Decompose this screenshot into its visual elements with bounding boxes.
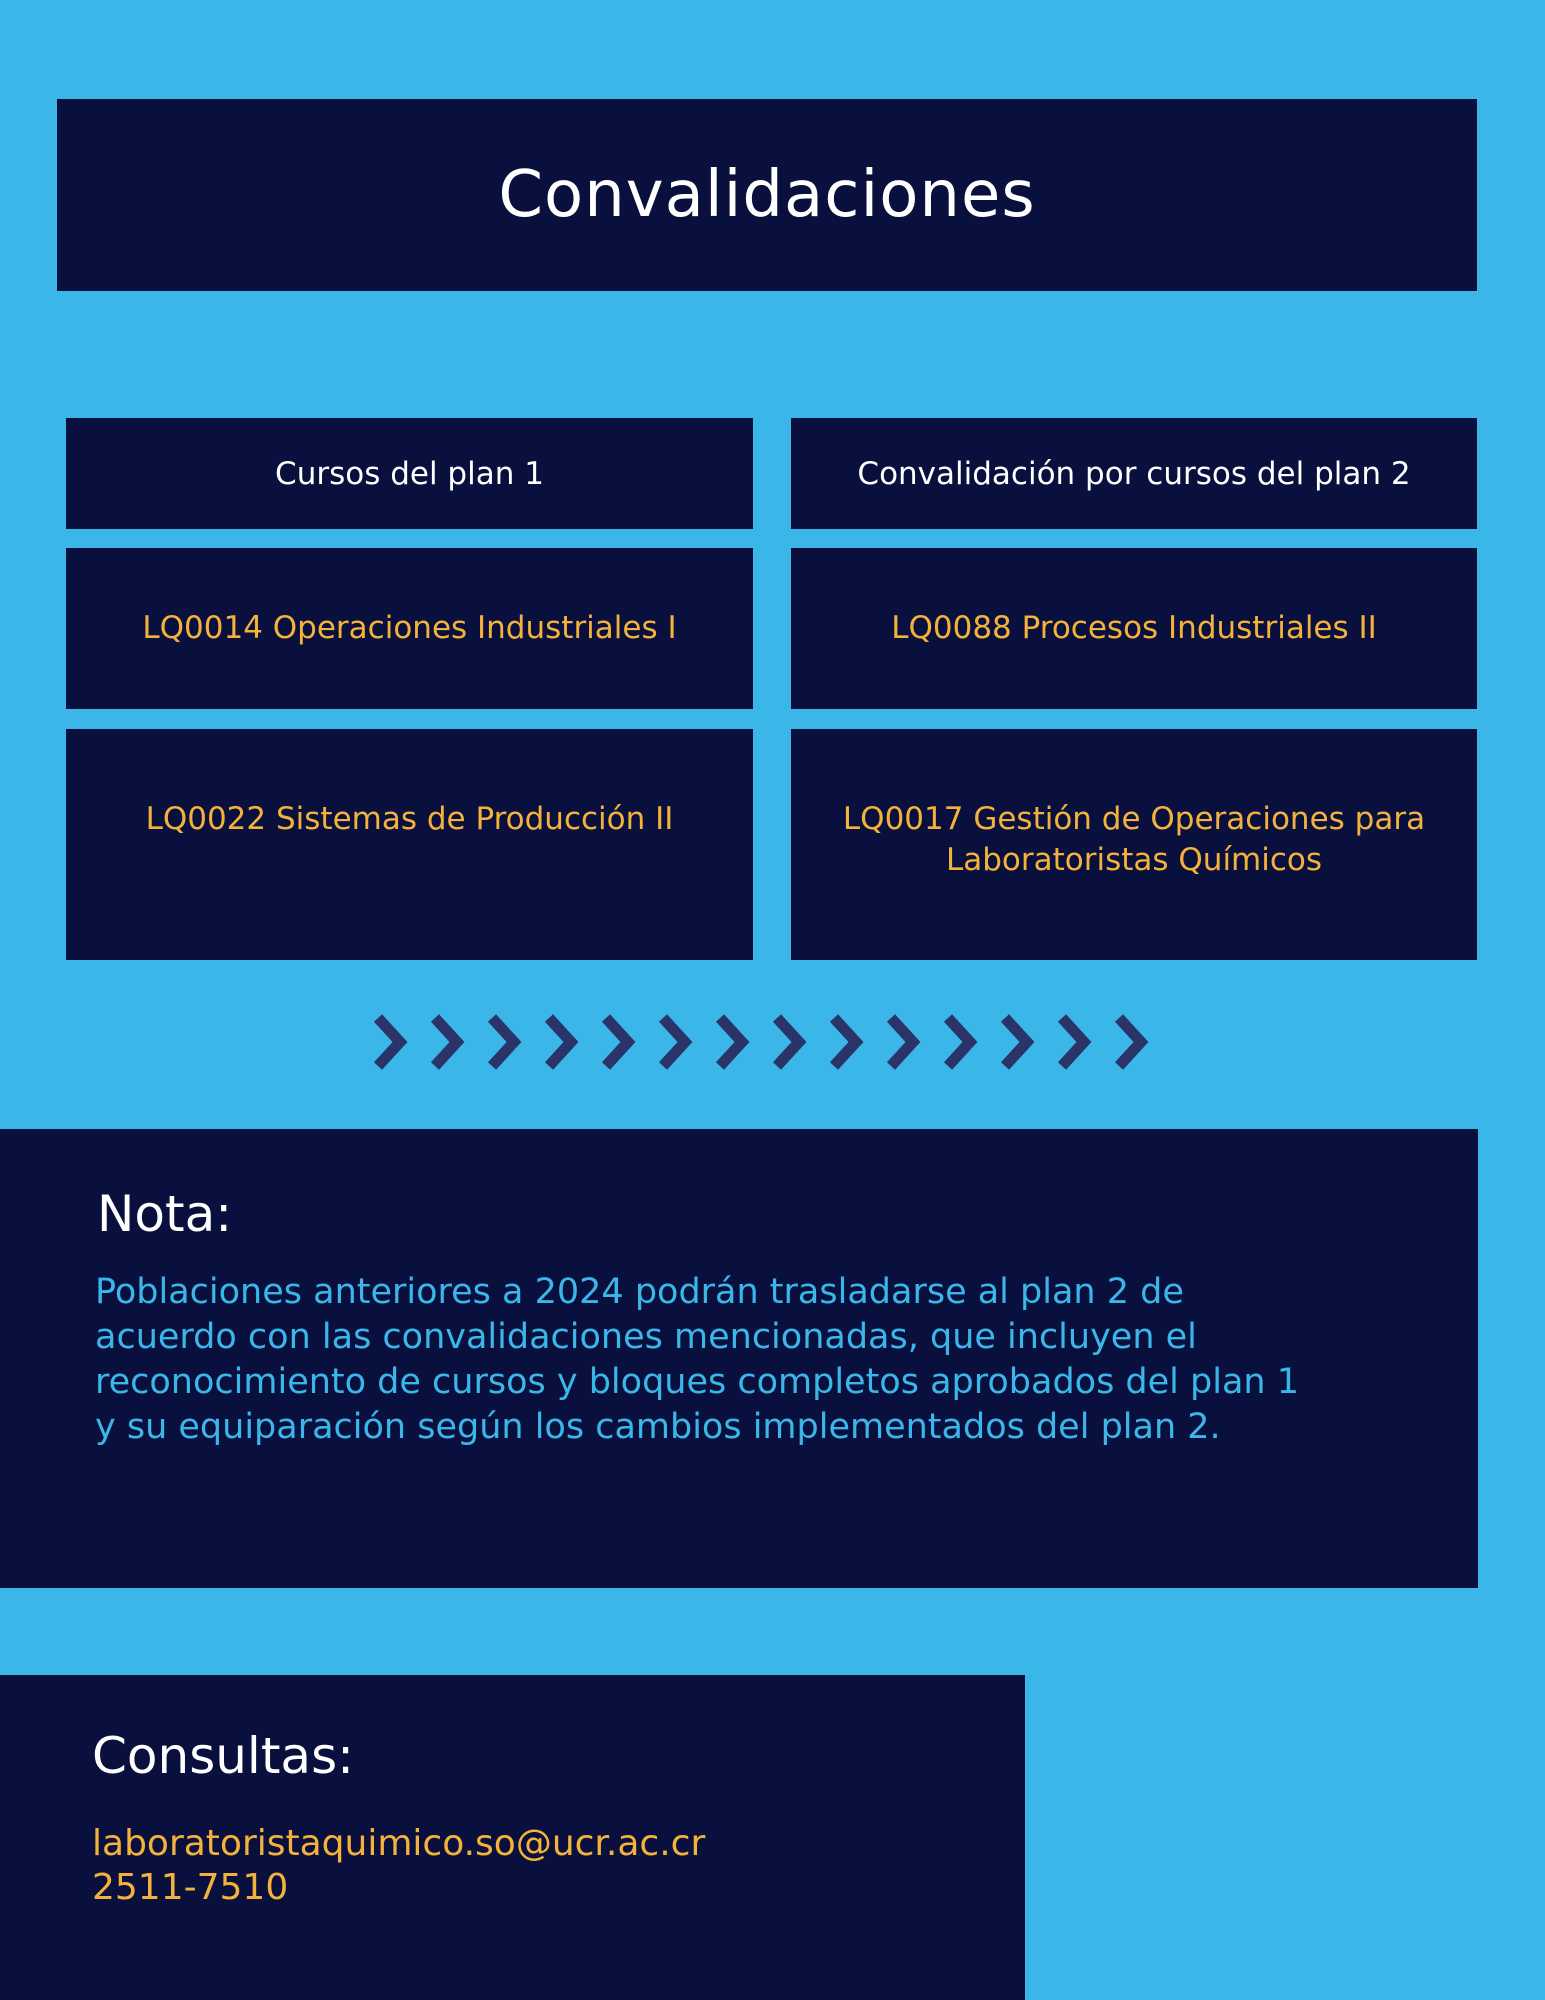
- course-lq0014: LQ0014 Operaciones Industriales I: [142, 610, 677, 646]
- consultas-title: Consultas:: [92, 1727, 354, 1785]
- chevron-right-icon: [378, 1018, 400, 1066]
- nota-text: Poblaciones anteriores a 2024 podrán trasladarse al plan 2 de acuerdo con las convalidaciones mencionadas, que incluyen el reconocimiento de cursos y bloques completos aprobados del plan 1 y su equiparación según los cambios implementados del plan 2.: [95, 1272, 1299, 1447]
- contact-email[interactable]: laboratoristaquimico.so@ucr.ac.cr: [92, 1823, 706, 1864]
- chevron-right-icon: [606, 1018, 628, 1066]
- header-plan-2: [791, 418, 1477, 529]
- header-plan-1: [66, 418, 753, 529]
- header-plan-2-label: Convalidación por cursos del plan 2: [857, 455, 1411, 492]
- page-title: Convalidaciones: [498, 158, 1036, 232]
- course-lq0088: LQ0088 Procesos Industriales II: [891, 610, 1377, 646]
- nota-title: Nota:: [97, 1185, 233, 1243]
- chevron-right-icon: [834, 1018, 856, 1066]
- title-banner: [57, 99, 1477, 291]
- chevron-right-icon: [891, 1018, 913, 1066]
- chevron-right-icon: [435, 1018, 457, 1066]
- chevron-right-icon: [948, 1018, 970, 1066]
- chevron-right-icon: [492, 1018, 514, 1066]
- header-plan-1-label: Cursos del plan 1: [275, 455, 544, 492]
- chevron-right-icon: [1062, 1018, 1084, 1066]
- chevron-right-icon: [549, 1018, 571, 1066]
- chevron-right-icon: [720, 1018, 742, 1066]
- chevron-right-icon: [1005, 1018, 1027, 1066]
- table-cell-plan2-row1: [791, 548, 1477, 709]
- chevron-right-icon: [777, 1018, 799, 1066]
- table-cell-plan2-row2: [791, 729, 1477, 960]
- chevron-right-icon: [663, 1018, 685, 1066]
- course-lq0017: LQ0017 Gestión de Operaciones para Laboratoristas Químicos: [842, 801, 1426, 878]
- course-lq0022: LQ0022 Sistemas de Producción II: [145, 801, 674, 837]
- chevron-arrows-row: [370, 1010, 1170, 1075]
- table-cell-plan1-row1: [66, 548, 753, 709]
- chevron-right-icon: [1119, 1018, 1141, 1066]
- contact-phone[interactable]: 2511-7510: [92, 1867, 289, 1908]
- table-cell-plan1-row2: [66, 729, 753, 960]
